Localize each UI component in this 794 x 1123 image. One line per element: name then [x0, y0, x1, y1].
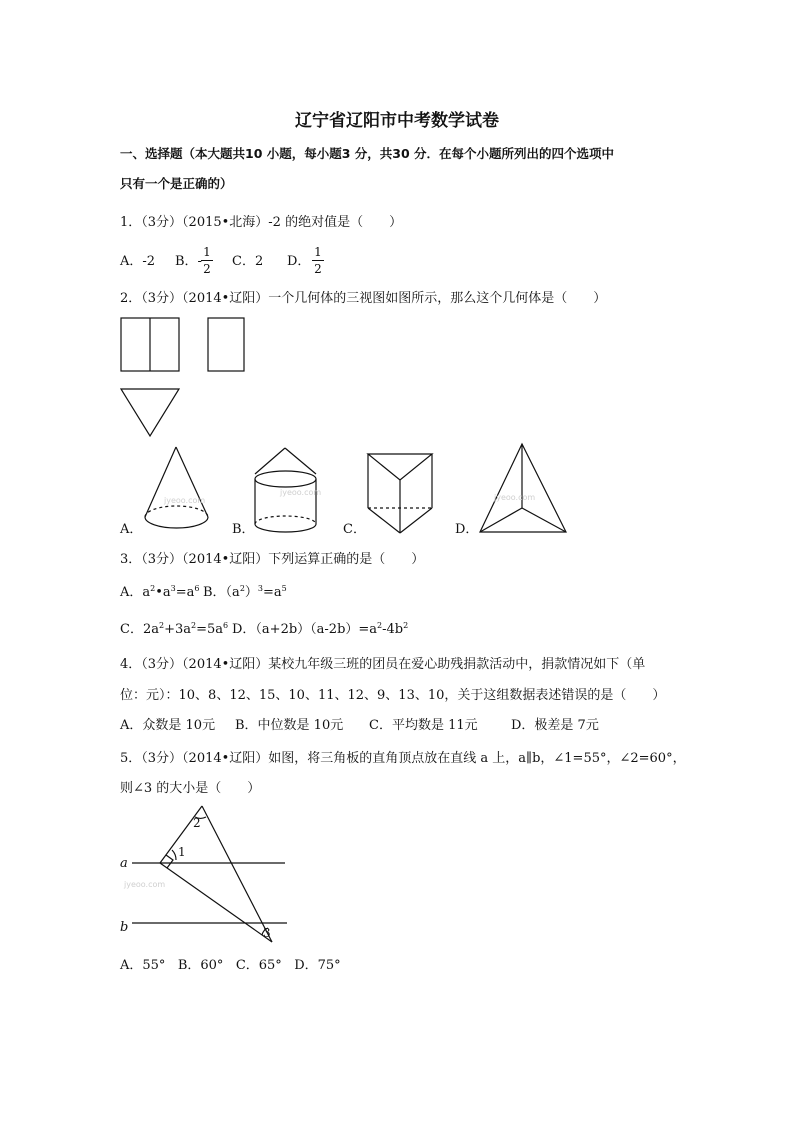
angle-2-label: 2: [193, 816, 201, 830]
fraction-denominator: 2: [314, 262, 322, 276]
q2-option-b: B．: [232, 522, 255, 537]
triangle-side-bottom: [160, 863, 272, 942]
q2-option-c: C．: [343, 522, 366, 537]
watermark: jyeoo.com: [124, 880, 166, 889]
q4-stem-line1: 4．（3分）（2014•辽阳）某校九年级三班的团员在爱心助残捐款活动中，捐款情况如下（单: [120, 657, 646, 672]
watermark: jyeoo.com: [280, 488, 322, 497]
q5-options: A．55° B．60° C．65° D．75°: [120, 958, 341, 973]
fraction-numerator: 1: [201, 246, 213, 261]
q3-option-d: D．$(a+2b)(a-2b)=a^2-4b^2$: [232, 621, 409, 637]
q3-option-b: B．$(a^2)^3=a^5$: [203, 584, 287, 600]
side-view-figure: [208, 318, 244, 371]
q1-option-c: C．2: [232, 254, 264, 269]
label-line-b: b: [120, 920, 129, 935]
section-heading-cont: 只有一个是正确的）: [120, 176, 233, 191]
q5-stem-line1: 5．（3分）（2014•辽阳）如图，将三角板的直角顶点放在直线 a 上，a∥b，∠1=55°，∠2=60°，: [120, 751, 686, 766]
section-heading: 一、选择题（本大题共10 小题，每小题3 分，共30 分．在每个小题所列出的四个选项中: [120, 146, 615, 161]
q4-option-d: D．极差是 7元: [511, 718, 599, 733]
q4-option-a: A．众数是 10元: [120, 718, 216, 733]
label-line-a: a: [120, 856, 128, 871]
q4-option-c: C．平均数是 11元: [369, 718, 478, 733]
triangle-side-right: [202, 806, 272, 942]
angle-3-label: 3: [263, 926, 271, 940]
q3-option-a: A．$a^2•a^3=a^6$: [120, 584, 200, 600]
q2-option-d: D．: [455, 522, 479, 537]
fraction-denominator: 2: [203, 262, 211, 276]
q5-parallel-lines-figure: [132, 806, 287, 942]
q3-option-c: C．$2a^2+3a^2=5a^6$: [120, 621, 229, 637]
q2-stem: 2．（3分）（2014•辽阳）一个几何体的三视图如图所示，那么这个几何体是（ ）: [120, 291, 607, 306]
page-title: 辽宁省辽阳市中考数学试卷: [295, 111, 499, 131]
option-c-prism-figure: [368, 454, 432, 533]
watermark: jyeoo.com: [164, 496, 206, 505]
angle-1-label: 1: [178, 845, 186, 859]
fraction-numerator: 1: [312, 246, 324, 261]
q3-stem: 3．（3分）（2014•辽阳）下列运算正确的是（ ）: [120, 552, 425, 567]
q4-stem-line2: 位：元）：10、8、12、15、10、11、12、9、13、10，关于这组数据表述错误的是（ ）: [120, 688, 666, 703]
q5-stem-line2: 则∠3 的大小是（ ）: [120, 781, 261, 796]
q1-option-d-prefix: D．: [287, 254, 311, 269]
right-angle-mark: [166, 855, 173, 868]
q1-option-a: A．-2: [120, 254, 156, 269]
angle-1-arc: [172, 850, 176, 860]
q1-option-b-prefix: B．-: [175, 254, 202, 269]
q1-stem: 1．（3分）（2015•北海）-2 的绝对值是（ ）: [120, 215, 403, 230]
q4-option-b: B．中位数是 10元: [235, 718, 344, 733]
q2-option-a: A．: [120, 522, 143, 537]
top-view-triangle: [121, 389, 179, 436]
watermark: jyeoo.com: [494, 493, 536, 502]
option-a-cone-figure: [145, 447, 208, 528]
option-d-pyramid-figure: [480, 444, 566, 532]
